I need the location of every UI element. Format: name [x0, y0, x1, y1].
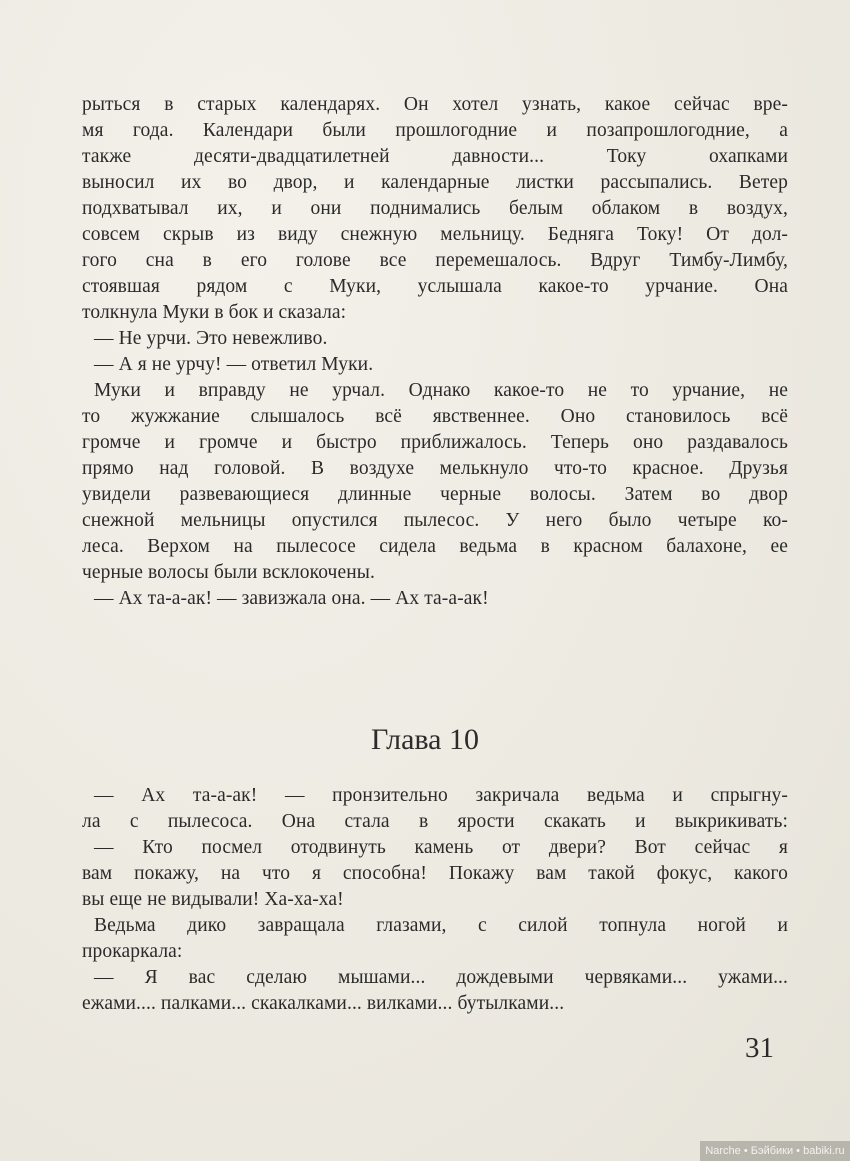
text-line: Ведьма дико завращала глазами, с силой топнула ногой и	[94, 915, 788, 936]
text-line: прокаркала:	[82, 941, 183, 962]
text-line: то жужжание слышалось всё явственнее. Оно становилось всё	[82, 406, 788, 427]
text-line: громче и громче и быстро приближалось. Теперь оно раздавалось	[82, 432, 788, 453]
text-section-1	[82, 92, 788, 612]
text-line: увидели развевающиеся длинные черные волосы. Затем во двор	[82, 484, 788, 505]
text-line: Муки и вправду не урчал. Однако какое-то не то урчание, не	[94, 380, 788, 401]
text-line: леса. Верхом на пылесосе сидела ведьма в красном балахоне, ее	[82, 536, 788, 557]
text-line: мя года. Календари были прошлогодние и позапрошлогодние, а	[82, 120, 788, 141]
text-line: снежной мельницы опустился пылесос. У него было четыре ко-	[82, 510, 788, 531]
text-line: рыться в старых календарях. Он хотел узнать, какое сейчас вре-	[82, 94, 788, 115]
text-line: ежами.... палками... скакалками... вилками... бутылками...	[82, 993, 565, 1014]
chapter-title: Глава 10	[371, 723, 479, 756]
page-number: 31	[745, 1032, 774, 1064]
text-line: толкнула Муки в бок и сказала:	[82, 302, 347, 323]
text-line: также десяти-двадцатилетней давности... Току охапками	[82, 146, 788, 167]
text-line: гого сна в его голове все перемешалось. Вдруг Тимбу-Лимбу,	[82, 250, 788, 271]
text-line: ла с пылесоса. Она стала в ярости скакать и выкрикивать:	[82, 811, 788, 832]
text-line: совсем скрыв из виду снежную мельницу. Бедняга Току! От дол-	[82, 224, 788, 245]
dialogue-line: — Ах та-а-ак! — завизжала она. — Ах та-а-ак!	[94, 588, 489, 609]
dialogue-line: — Кто посмел отодвинуть камень от двери? Вот сейчас я	[94, 837, 788, 858]
text-line: выносил их во двор, и календарные листки рассыпались. Ветер	[82, 172, 788, 193]
dialogue-line: — Ах та-а-ак! — пронзительно закричала ведьма и спрыгну-	[94, 785, 788, 806]
dialogue-line: — Не урчи. Это невежливо.	[94, 328, 328, 349]
dialogue-line: — Я вас сделаю мышами... дождевыми червяками... ужами...	[94, 967, 788, 988]
text-line: стоявшая рядом с Муки, услышала какое-то урчание. Она	[82, 276, 788, 297]
text-line: вы еще не видывали! Ха-ха-ха!	[82, 889, 344, 910]
text-line: подхватывал их, и они поднимались белым облаком в воздух,	[82, 198, 788, 219]
text-line: черные волосы были всклокочены.	[82, 562, 375, 583]
text-section-2	[82, 783, 788, 1017]
watermark: Narche • Бэйбики • babiki.ru	[700, 1141, 850, 1161]
text-line: прямо над головой. В воздухе мелькнуло что-то красное. Друзья	[82, 458, 788, 479]
dialogue-line: — А я не урчу! — ответил Муки.	[94, 354, 374, 375]
text-line: вам покажу, на что я способна! Покажу вам такой фокус, какого	[82, 863, 788, 884]
